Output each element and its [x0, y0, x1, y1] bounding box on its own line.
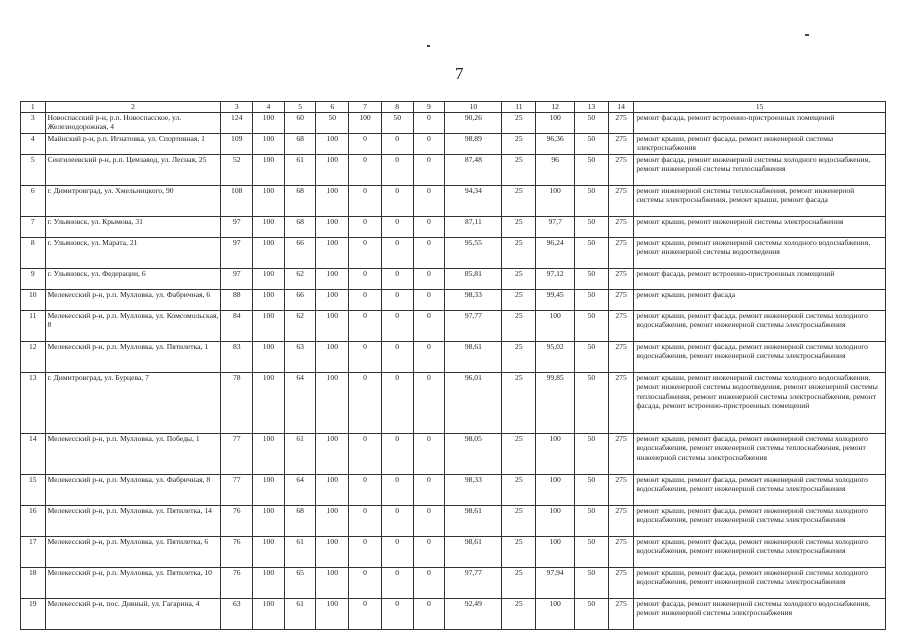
value-cell: 68: [284, 217, 316, 238]
value-cell: 275: [608, 506, 634, 537]
value-cell: 0: [349, 155, 382, 186]
value-cell: 0: [413, 113, 445, 134]
works-cell: ремонт крыши, ремонт инженерной системы холодного водоснабжения, ремонт инженерной системы водоотведения, ремонт инженерной системы теплоснабжения, ремонт инженерной системы электроснабжения, ремонт фасада, ремонт встроенно-пристроенных помещений: [634, 373, 886, 434]
value-cell: 0: [381, 506, 413, 537]
value-cell: 0: [349, 134, 382, 155]
value-cell: 100: [316, 269, 349, 290]
address-cell: Мелекесский р-н, р.п. Мулловка, ул. Комсомольская, 8: [45, 311, 221, 342]
value-cell: 50: [316, 113, 349, 134]
value-cell: 50: [575, 217, 609, 238]
value-cell: 25: [502, 475, 536, 506]
value-cell: 50: [575, 373, 609, 434]
value-cell: 0: [381, 342, 413, 373]
row-number: 15: [21, 475, 46, 506]
value-cell: 50: [575, 434, 609, 475]
row-number: 11: [21, 311, 46, 342]
value-cell: 50: [575, 599, 609, 630]
value-cell: 100: [536, 537, 575, 568]
value-cell: 85,81: [445, 269, 502, 290]
value-cell: 275: [608, 186, 634, 217]
value-cell: 50: [575, 475, 609, 506]
address-cell: Майнский р-н, р.п. Игнатовка, ул. Спортивная, 1: [45, 134, 221, 155]
value-cell: 100: [253, 599, 285, 630]
value-cell: 100: [253, 506, 285, 537]
value-cell: 83: [221, 342, 253, 373]
value-cell: 96,24: [536, 238, 575, 269]
row-number: 13: [21, 373, 46, 434]
value-cell: 100: [316, 186, 349, 217]
value-cell: 100: [253, 186, 285, 217]
table-row: [21, 537, 886, 568]
value-cell: 61: [284, 599, 316, 630]
value-cell: 0: [413, 238, 445, 269]
value-cell: 97,12: [536, 269, 575, 290]
address-cell: г. Димитровград, ул. Хмельницкого, 90: [45, 186, 221, 217]
value-cell: 65: [284, 568, 316, 599]
value-cell: 64: [284, 373, 316, 434]
value-cell: 97,7: [536, 217, 575, 238]
value-cell: 60: [284, 113, 316, 134]
address-cell: Мелекесский р-н, р.п. Мулловка, ул. Пятилетка, 1: [45, 342, 221, 373]
value-cell: 0: [349, 475, 382, 506]
value-cell: 100: [253, 373, 285, 434]
value-cell: 100: [536, 599, 575, 630]
table-row: [21, 475, 886, 506]
value-cell: 76: [221, 506, 253, 537]
value-cell: 0: [413, 506, 445, 537]
value-cell: 275: [608, 269, 634, 290]
value-cell: 50: [575, 186, 609, 217]
row-number: 16: [21, 506, 46, 537]
value-cell: 100: [536, 475, 575, 506]
table-row: [21, 113, 886, 134]
value-cell: 97: [221, 238, 253, 269]
value-cell: 0: [349, 186, 382, 217]
value-cell: 50: [575, 506, 609, 537]
address-cell: Мелекесский р-н, р.п. Мулловка, ул. Фабричная, 8: [45, 475, 221, 506]
value-cell: 100: [316, 568, 349, 599]
value-cell: 275: [608, 475, 634, 506]
value-cell: 97,94: [536, 568, 575, 599]
header-cell: 12: [536, 102, 575, 113]
value-cell: 100: [253, 269, 285, 290]
value-cell: 25: [502, 599, 536, 630]
value-cell: 50: [575, 134, 609, 155]
value-cell: 96: [536, 155, 575, 186]
value-cell: 100: [316, 434, 349, 475]
value-cell: 50: [575, 311, 609, 342]
value-cell: 77: [221, 475, 253, 506]
value-cell: 0: [349, 599, 382, 630]
value-cell: 0: [381, 269, 413, 290]
table-row: [21, 269, 886, 290]
value-cell: 25: [502, 373, 536, 434]
table-row: [21, 311, 886, 342]
value-cell: 0: [381, 311, 413, 342]
row-number: 14: [21, 434, 46, 475]
value-cell: 25: [502, 134, 536, 155]
row-number: 10: [21, 290, 46, 311]
address-cell: Новоспасский р-н, р.п. Новоспасское, ул. Железнодорожная, 4: [45, 113, 221, 134]
works-cell: ремонт крыши, ремонт фасада, ремонт инженерной системы холодного водоснабжения, ремонт инженерной системы теплоснабжения, ремонт инженерной системы электроснабжения: [634, 434, 886, 475]
value-cell: 0: [381, 537, 413, 568]
value-cell: 76: [221, 537, 253, 568]
address-cell: Мелекесский р-н, пос. Дивный, ул. Гагарина, 4: [45, 599, 221, 630]
value-cell: 0: [413, 155, 445, 186]
value-cell: 50: [575, 238, 609, 269]
value-cell: 0: [349, 537, 382, 568]
header-cell: 9: [413, 102, 445, 113]
header-cell: 3: [221, 102, 253, 113]
value-cell: 63: [221, 599, 253, 630]
value-cell: 275: [608, 599, 634, 630]
value-cell: 98,61: [445, 506, 502, 537]
value-cell: 98,61: [445, 537, 502, 568]
value-cell: 78: [221, 373, 253, 434]
header-cell: 1: [21, 102, 46, 113]
value-cell: 97,77: [445, 311, 502, 342]
value-cell: 25: [502, 113, 536, 134]
value-cell: 87,48: [445, 155, 502, 186]
value-cell: 50: [575, 568, 609, 599]
value-cell: 88: [221, 290, 253, 311]
value-cell: 87,11: [445, 217, 502, 238]
value-cell: 0: [349, 311, 382, 342]
value-cell: 100: [253, 475, 285, 506]
value-cell: 64: [284, 475, 316, 506]
value-cell: 0: [349, 568, 382, 599]
address-cell: Мелекесский р-н, р.п. Мулловка, ул. Фабричная, 6: [45, 290, 221, 311]
value-cell: 0: [381, 238, 413, 269]
value-cell: 275: [608, 537, 634, 568]
value-cell: 100: [253, 155, 285, 186]
address-cell: Мелекесский р-н, р.п. Мулловка, ул. Пятилетка, 10: [45, 568, 221, 599]
value-cell: 0: [381, 373, 413, 434]
address-cell: г. Ульяновск, ул. Крымова, 31: [45, 217, 221, 238]
value-cell: 0: [413, 311, 445, 342]
value-cell: 275: [608, 155, 634, 186]
page-number: 7: [455, 64, 464, 83]
value-cell: 100: [253, 311, 285, 342]
value-cell: 0: [349, 342, 382, 373]
works-cell: ремонт крыши, ремонт фасада, ремонт инженерной системы холодного водоснабжения, ремонт инженерной системы электроснабжения: [634, 506, 886, 537]
value-cell: 25: [502, 155, 536, 186]
value-cell: 62: [284, 269, 316, 290]
row-number: 5: [21, 155, 46, 186]
value-cell: 100: [536, 311, 575, 342]
value-cell: 100: [253, 113, 285, 134]
value-cell: 25: [502, 506, 536, 537]
value-cell: 100: [316, 373, 349, 434]
address-cell: Сенгилеевский р-н, р.п. Цемзавод, ул. Лесная, 25: [45, 155, 221, 186]
header-cell: 15: [634, 102, 886, 113]
header-cell: 10: [445, 102, 502, 113]
table-row: [21, 568, 886, 599]
header-cell: 14: [608, 102, 634, 113]
value-cell: 275: [608, 568, 634, 599]
value-cell: 275: [608, 238, 634, 269]
value-cell: 52: [221, 155, 253, 186]
value-cell: 0: [413, 342, 445, 373]
address-cell: Мелекесский р-н, р.п. Мулловка, ул. Победы, 1: [45, 434, 221, 475]
value-cell: 0: [349, 290, 382, 311]
works-cell: ремонт крыши, ремонт фасада, ремонт инженерной системы холодного водоснабжения, ремонт инженерной системы электроснабжения: [634, 342, 886, 373]
row-number: 9: [21, 269, 46, 290]
table-row: [21, 506, 886, 537]
row-number: 19: [21, 599, 46, 630]
value-cell: 0: [381, 217, 413, 238]
value-cell: 100: [316, 134, 349, 155]
table-row: [21, 134, 886, 155]
value-cell: 0: [413, 373, 445, 434]
value-cell: 95,55: [445, 238, 502, 269]
table-row: [21, 155, 886, 186]
value-cell: 92,49: [445, 599, 502, 630]
value-cell: 100: [253, 537, 285, 568]
value-cell: 0: [413, 599, 445, 630]
value-cell: 98,33: [445, 475, 502, 506]
value-cell: 100: [316, 506, 349, 537]
value-cell: 100: [536, 113, 575, 134]
value-cell: 25: [502, 269, 536, 290]
value-cell: 0: [413, 537, 445, 568]
works-cell: ремонт крыши, ремонт фасада, ремонт инженерной системы холодного водоснабжения, ремонт инженерной системы электроснабжения: [634, 475, 886, 506]
value-cell: 100: [253, 568, 285, 599]
row-number: 4: [21, 134, 46, 155]
value-cell: 98,61: [445, 342, 502, 373]
works-cell: ремонт крыши, ремонт инженерной системы электроснабжения: [634, 217, 886, 238]
value-cell: 0: [413, 217, 445, 238]
header-cell: 5: [284, 102, 316, 113]
header-cell: 11: [502, 102, 536, 113]
value-cell: 124: [221, 113, 253, 134]
value-cell: 76: [221, 568, 253, 599]
value-cell: 108: [221, 186, 253, 217]
value-cell: 0: [349, 506, 382, 537]
value-cell: 50: [575, 290, 609, 311]
table-row: [21, 434, 886, 475]
works-cell: ремонт фасада, ремонт инженерной системы холодного водоснабжения, ремонт инженерной системы теплоснабжения: [634, 155, 886, 186]
row-number: 7: [21, 217, 46, 238]
value-cell: 100: [253, 434, 285, 475]
value-cell: 0: [413, 269, 445, 290]
value-cell: 275: [608, 113, 634, 134]
value-cell: 100: [536, 186, 575, 217]
value-cell: 275: [608, 373, 634, 434]
value-cell: 100: [253, 134, 285, 155]
value-cell: 95,02: [536, 342, 575, 373]
value-cell: 0: [349, 434, 382, 475]
value-cell: 100: [316, 475, 349, 506]
value-cell: 100: [253, 342, 285, 373]
row-number: 6: [21, 186, 46, 217]
value-cell: 100: [253, 238, 285, 269]
value-cell: 68: [284, 506, 316, 537]
value-cell: 50: [575, 342, 609, 373]
works-cell: ремонт крыши, ремонт фасада, ремонт инженерной системы холодного водоснабжения, ремонт инженерной системы электроснабжения: [634, 568, 886, 599]
header-cell: 6: [316, 102, 349, 113]
value-cell: 99,85: [536, 373, 575, 434]
value-cell: 100: [316, 342, 349, 373]
value-cell: 275: [608, 290, 634, 311]
value-cell: 0: [381, 568, 413, 599]
value-cell: 0: [413, 186, 445, 217]
row-number: 18: [21, 568, 46, 599]
works-cell: ремонт крыши, ремонт фасада, ремонт инженерной системы электроснабжения: [634, 134, 886, 155]
works-cell: ремонт фасада, ремонт встроенно-пристроенных помещений: [634, 269, 886, 290]
value-cell: 25: [502, 342, 536, 373]
table-row: [21, 599, 886, 630]
value-cell: 50: [381, 113, 413, 134]
header-cell: 13: [575, 102, 609, 113]
value-cell: 0: [381, 290, 413, 311]
value-cell: 0: [349, 373, 382, 434]
value-cell: 100: [316, 290, 349, 311]
value-cell: 100: [316, 238, 349, 269]
value-cell: 100: [316, 311, 349, 342]
value-cell: 0: [349, 269, 382, 290]
value-cell: 275: [608, 311, 634, 342]
table-row: [21, 373, 886, 434]
value-cell: 97,77: [445, 568, 502, 599]
value-cell: 84: [221, 311, 253, 342]
value-cell: 0: [381, 155, 413, 186]
value-cell: 100: [316, 599, 349, 630]
value-cell: 0: [413, 290, 445, 311]
row-number: 12: [21, 342, 46, 373]
value-cell: 100: [316, 217, 349, 238]
value-cell: 50: [575, 537, 609, 568]
header-cell: 7: [349, 102, 382, 113]
value-cell: 97: [221, 269, 253, 290]
works-cell: ремонт крыши, ремонт инженерной системы холодного водоснабжения, ремонт инженерной системы водоотведения: [634, 238, 886, 269]
value-cell: 100: [253, 217, 285, 238]
value-cell: 90,26: [445, 113, 502, 134]
value-cell: 68: [284, 134, 316, 155]
works-cell: ремонт инженерной системы теплоснабжения, ремонт инженерной системы электроснабжения, ремонт крыши, ремонт фасада: [634, 186, 886, 217]
value-cell: 61: [284, 434, 316, 475]
value-cell: 68: [284, 186, 316, 217]
value-cell: 100: [316, 537, 349, 568]
header-cell: 8: [381, 102, 413, 113]
value-cell: 0: [413, 134, 445, 155]
value-cell: 50: [575, 269, 609, 290]
value-cell: 98,33: [445, 290, 502, 311]
row-number: 17: [21, 537, 46, 568]
value-cell: 96,36: [536, 134, 575, 155]
value-cell: 96,01: [445, 373, 502, 434]
value-cell: 275: [608, 342, 634, 373]
value-cell: 99,45: [536, 290, 575, 311]
table-row: [21, 238, 886, 269]
address-cell: г. Димитровград, ул. Бурцева, 7: [45, 373, 221, 434]
value-cell: 66: [284, 290, 316, 311]
scan-mark: [427, 45, 430, 47]
table-header-row: [21, 102, 886, 113]
value-cell: 98,89: [445, 134, 502, 155]
value-cell: 77: [221, 434, 253, 475]
address-cell: Мелекесский р-н, р.п. Мулловка, ул. Пятилетка, 6: [45, 537, 221, 568]
table-row: [21, 342, 886, 373]
works-cell: ремонт крыши, ремонт фасада: [634, 290, 886, 311]
value-cell: 275: [608, 217, 634, 238]
value-cell: 0: [381, 186, 413, 217]
value-cell: 100: [536, 434, 575, 475]
row-number: 3: [21, 113, 46, 134]
value-cell: 25: [502, 537, 536, 568]
value-cell: 61: [284, 155, 316, 186]
value-cell: 100: [349, 113, 382, 134]
value-cell: 98,05: [445, 434, 502, 475]
value-cell: 0: [381, 599, 413, 630]
value-cell: 100: [536, 506, 575, 537]
value-cell: 275: [608, 434, 634, 475]
table-row: [21, 290, 886, 311]
works-cell: ремонт фасада, ремонт встроенно-пристроенных помещений: [634, 113, 886, 134]
value-cell: 50: [575, 155, 609, 186]
value-cell: 0: [413, 434, 445, 475]
works-cell: ремонт фасада, ремонт инженерной системы холодного водоснабжения, ремонт инженерной системы электроснабжения: [634, 599, 886, 630]
table-row: [21, 217, 886, 238]
address-cell: Мелекесский р-н, р.п. Мулловка, ул. Пятилетка, 14: [45, 506, 221, 537]
row-number: 8: [21, 238, 46, 269]
value-cell: 275: [608, 134, 634, 155]
value-cell: 0: [349, 238, 382, 269]
value-cell: 0: [413, 568, 445, 599]
value-cell: 0: [381, 134, 413, 155]
value-cell: 0: [381, 434, 413, 475]
works-cell: ремонт крыши, ремонт фасада, ремонт инженерной системы холодного водоснабжения, ремонт инженерной системы электроснабжения: [634, 311, 886, 342]
value-cell: 25: [502, 217, 536, 238]
repair-register-table: [20, 101, 886, 630]
value-cell: 66: [284, 238, 316, 269]
value-cell: 100: [316, 155, 349, 186]
value-cell: 25: [502, 568, 536, 599]
address-cell: г. Ульяновск, ул. Федерации, 6: [45, 269, 221, 290]
value-cell: 63: [284, 342, 316, 373]
value-cell: 25: [502, 238, 536, 269]
value-cell: 109: [221, 134, 253, 155]
header-cell: 2: [45, 102, 221, 113]
value-cell: 100: [253, 290, 285, 311]
value-cell: 0: [381, 475, 413, 506]
value-cell: 0: [349, 217, 382, 238]
value-cell: 50: [575, 113, 609, 134]
works-cell: ремонт крыши, ремонт фасада, ремонт инженерной системы холодного водоснабжения, ремонт инженерной системы электроснабжения: [634, 537, 886, 568]
value-cell: 25: [502, 186, 536, 217]
value-cell: 61: [284, 537, 316, 568]
value-cell: 25: [502, 311, 536, 342]
table-row: [21, 186, 886, 217]
value-cell: 25: [502, 290, 536, 311]
value-cell: 94,34: [445, 186, 502, 217]
value-cell: 25: [502, 434, 536, 475]
value-cell: 97: [221, 217, 253, 238]
value-cell: 0: [413, 475, 445, 506]
address-cell: г. Ульяновск, ул. Марата, 21: [45, 238, 221, 269]
header-cell: 4: [253, 102, 285, 113]
scan-mark: [805, 34, 809, 36]
value-cell: 62: [284, 311, 316, 342]
